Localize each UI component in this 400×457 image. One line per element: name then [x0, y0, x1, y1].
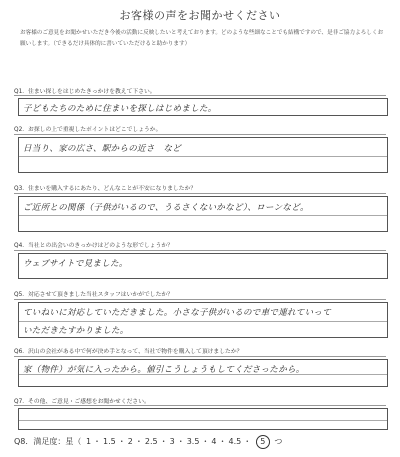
rating-separator: ・ — [243, 437, 252, 446]
question-6: Q6．沢山の会社がある中で何が決め手となって、当社で物件を購入して頂けましたか？ — [14, 349, 243, 355]
answer-2-line-1: 日当り、家の広さ、駅からの近さ など — [23, 144, 182, 154]
answer-box-7[interactable] — [18, 408, 388, 430]
answer-box-5[interactable] — [18, 302, 388, 338]
answer-6-line-1: 家（物件）が気に入ったから。値引こうしょうもしてくださったから。 — [23, 365, 305, 375]
rating-separator: ・ — [93, 437, 102, 446]
ruled-line — [19, 215, 387, 216]
rating-option[interactable]: 2.5 — [144, 437, 158, 446]
rating-option[interactable]: 3.5 — [186, 437, 200, 446]
rating-option[interactable]: 4 — [211, 437, 217, 446]
divider — [14, 405, 386, 406]
divider — [14, 95, 386, 96]
rating-separator: ・ — [218, 437, 227, 446]
divider — [14, 193, 386, 194]
divider — [14, 250, 386, 251]
rating-option[interactable]: 1 — [85, 437, 92, 446]
ruled-line — [19, 321, 387, 322]
answer-3-line-1: ご近所との関係（子供がいるので、うるさくないかなど）、ローンなど。 — [23, 203, 309, 213]
divider — [14, 299, 386, 300]
rating-separator: ・ — [201, 437, 210, 446]
rating-label: Q8．満足度：星（ — [14, 437, 82, 446]
ruled-line — [19, 420, 387, 421]
answer-box-4[interactable] — [18, 253, 388, 279]
rating-selected[interactable]: 5 — [256, 435, 270, 449]
answer-box-3[interactable] — [18, 196, 388, 232]
answer-5-line-1: ていねいに対応していただきました。小さな子供がいるので車で連れていって — [23, 308, 332, 318]
answer-4-line-1: ウェブサイトで見ました。 — [23, 259, 128, 269]
question-3: Q3．住まいを購入するにあたり、どんなことが不安になりましたか？ — [14, 186, 197, 192]
ruled-line — [19, 156, 387, 157]
question-5: Q5．対応させて頂きました当社スタッフはいかがでしたか？ — [14, 292, 173, 298]
question-7: Q7．その他、ご意見・ご感想をお聞かせください。 — [14, 399, 150, 405]
divider — [14, 356, 386, 357]
question-1: Q1．住まい探しをはじめたきっかけを教えて下さい。 — [14, 89, 156, 95]
rating-option[interactable]: 2 — [127, 437, 133, 446]
rating-option[interactable]: 1.5 — [103, 437, 116, 446]
rating-option[interactable]: 3 — [169, 437, 175, 446]
answer-box-1[interactable] — [18, 98, 388, 116]
page-title: お客様の声をお聞かせください — [119, 9, 281, 22]
question-2: Q2．お探しの上で重視したポイントはどこでしょうか。 — [14, 127, 162, 133]
answer-box-2[interactable] — [18, 137, 388, 173]
divider — [14, 134, 386, 135]
question-4: Q4．当社との出会いのきっかけはどのような形でしょうか？ — [14, 243, 173, 249]
answer-1-line-1: 子どもたちのために住まいを探しはじめました。 — [23, 104, 217, 114]
answer-5-line-2: いただきたすかりました。 — [23, 326, 129, 336]
intro-text: お客様のご意見をお聞かせいただき今後の活動に反映したいと考えております。どのような些細なことでも結構ですので、是非ご協力よろしくお願いします。（できるだけ具体的に書いていただけると助かります） — [20, 30, 384, 47]
rating-option[interactable]: 4.5 — [228, 437, 242, 446]
answer-box-6[interactable] — [18, 359, 388, 387]
rating-options — [84, 437, 251, 446]
rating-separator: ・ — [159, 437, 168, 446]
rating-suffix: つ — [274, 437, 283, 446]
rating-separator: ・ — [134, 437, 143, 446]
satisfaction-rating — [14, 435, 282, 449]
rating-separator: ・ — [117, 437, 126, 446]
rating-separator: ・ — [176, 437, 185, 446]
